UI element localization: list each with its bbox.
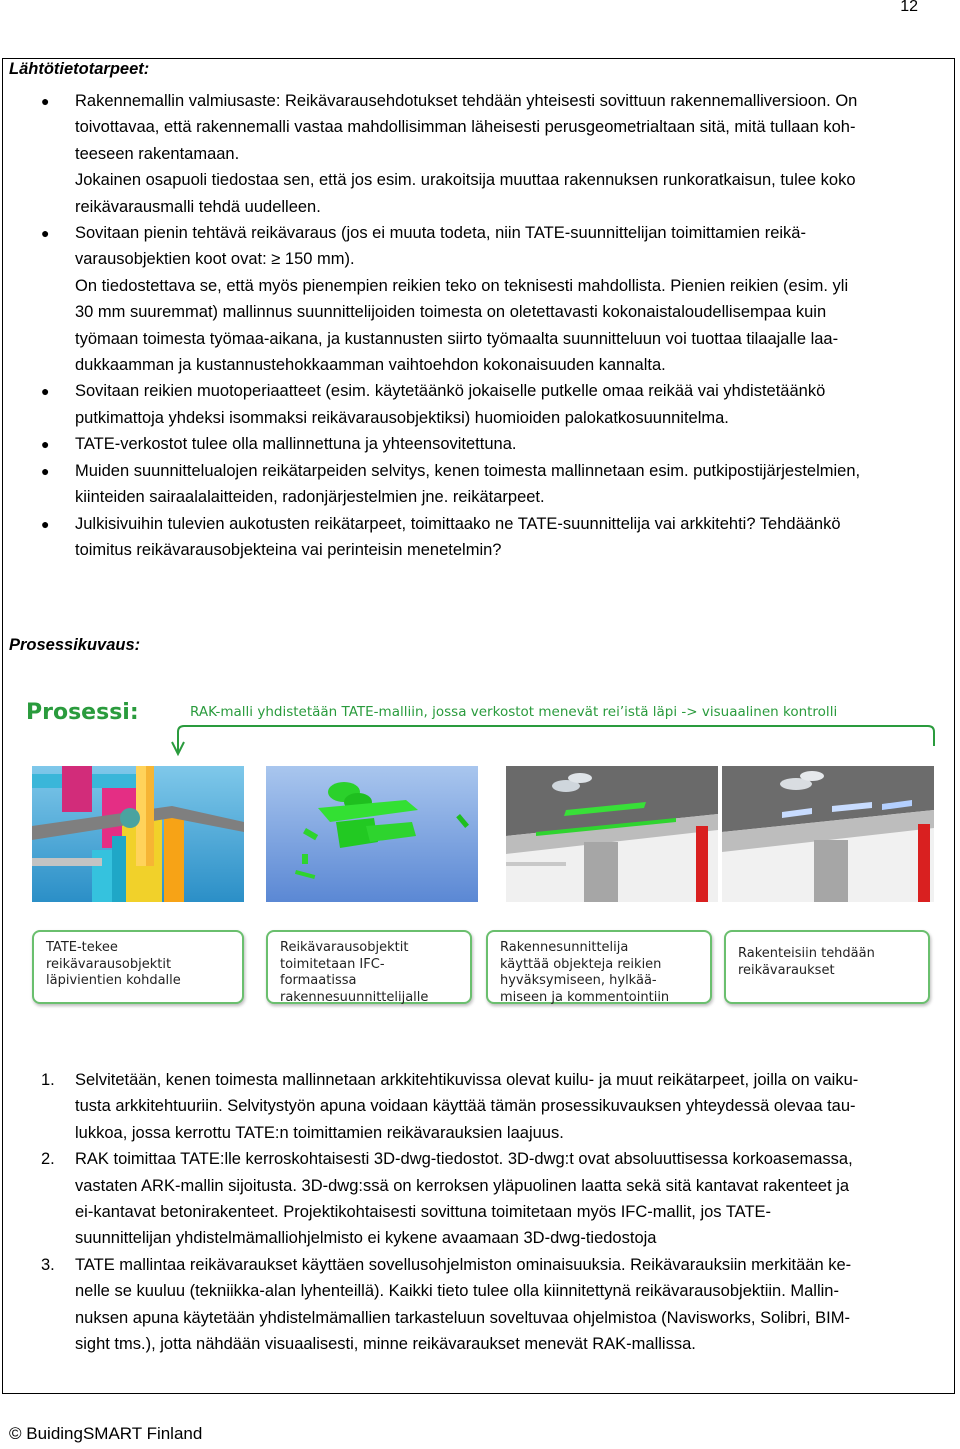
bullet: ● (41, 225, 50, 242)
bullet: ● (41, 383, 50, 400)
tate-model-image (32, 766, 244, 902)
list-line: reikävarausmalli tehdä uudelleen. (75, 197, 321, 216)
requirements-list (41, 88, 945, 563)
step-1-box (32, 930, 244, 1004)
reservation-objects-image (266, 766, 478, 902)
process-heading: Prosessikuvaus: (9, 636, 141, 654)
list-line: ● Muiden suunnittelualojen reikätarpeiden selvitys, kenen toimesta mallinnetaan esim. putkipostijärjestelmien, (75, 458, 945, 484)
list-line: 30 mm suuremmat) mallinnus suunnittelijoiden toimesta on oletettavasti kokonaistaloudellisempaa kuin (75, 303, 827, 322)
list-line: vastaten ARK-mallin sijoitusta. 3D-dwg:ssä on kerroksen yläpuolinen laatta sekä sitä kantavat rakenteet ja (75, 1176, 850, 1195)
numbered-list (41, 1067, 945, 1357)
step-text: Reikävarausobjektit (280, 940, 409, 955)
list-line: nuksen apuna käytetään yhdistelmämallien tarkasteluun soveltuvaa ohjelmistoa (Navisworks, Solibri, BIM- (75, 1308, 850, 1327)
item-number: 1. (41, 1071, 55, 1089)
list-line: varausobjektien koot ovat: ≥ 150 mm). (75, 250, 355, 269)
list-line: toivottavaa, että rakennemalli vastaa mahdollisimman läheisesti perusgeometrialtaan sitä, mitä tullaan koh- (75, 118, 856, 137)
process-title: Prosessi: (26, 700, 139, 725)
bullet: ● (41, 436, 50, 453)
list-line: suunnittelijan yhdistelmämalliohjelmisto ei kykene avaamaan 3D-dwg-tiedostoja (75, 1229, 657, 1248)
step-text: formaatissa (280, 973, 357, 988)
step-text: läpivientien kohdalle (46, 973, 181, 988)
list-line: ● Julkisivuihin tulevien aukotusten reikätarpeet, toimittaako ne TATE-suunnittelija vai arkkitehti? Tehdäänkö (75, 511, 945, 537)
list-line: putkimattoja yhdeksi isommaksi reikävarausobjektiksi) huomioiden palokatkosuunnitelma. (75, 408, 729, 427)
page-number: 12 (900, 0, 918, 15)
list-line: Jokainen osapuoli tiedostaa sen, että jos esim. urakoitsija muuttaa rakennuksen runkoratkaisun, tulee koko (75, 171, 856, 190)
finished-holes-image (722, 766, 934, 902)
step-text: Rakenteisiin tehdään (738, 946, 875, 961)
list-line: ei-kantavat betonirakenteet. Projektikohtaisesti sovittuna toimitetaan myös IFC-mallit, jos TATE- (75, 1203, 772, 1222)
step-text: toimitetaan IFC- (280, 956, 385, 972)
list-line: teeseen rakentamaan. (75, 144, 240, 163)
list-line: 1. Selvitetään, kenen toimesta mallinnetaan arkkitehtikuvissa olevat kuilu- ja muut reikätarpeet, joilla on vaiku- (75, 1067, 945, 1093)
list-line: tusta arkkitehtuuriin. Selvitystyön apuna voidaan käyttää tämän prosessikuvauksen yhteydessä olevaa tau- (75, 1097, 856, 1116)
list-line: ● TATE-verkostot tulee olla mallinnettuna ja yhteensovitettuna. (75, 431, 945, 457)
list-line: ● Sovitaan reikien muotoperiaatteet (esim. käytetäänkö jokaiselle putkelle omaa reikää vai yhdistetäänkö (75, 378, 945, 404)
footer-copyright: © BuidingSMART Finland (9, 1424, 203, 1443)
step-text: hyväksymiseen, hylkää- (500, 973, 657, 988)
step-text: reikävarausobjektit (46, 956, 172, 972)
process-caption: RAK-malli yhdistetään TATE-malliin, jossa verkostot menevät rei’istä läpi -> visuaalinen kontrolli (190, 704, 838, 720)
step-text: Rakennesunnittelija (500, 940, 629, 955)
step-3-box (486, 930, 712, 1004)
list-line: kiinteiden sairaalalaitteiden, radonjärjestelmien jne. reikätarpeet. (75, 488, 545, 507)
step-text: rakennesuunnittelijalle (280, 989, 429, 1005)
step-4-box (724, 930, 930, 1004)
step-2-box (266, 930, 472, 1004)
bullet: ● (41, 93, 50, 109)
item-number: 2. (41, 1150, 55, 1169)
list-line: sight tms.), jotta nähdään visuaalisesti, minne reikävaraukset menevät RAK-mallissa. (75, 1335, 696, 1354)
bullet: ● (41, 515, 50, 532)
list-line: nelle se kuuluu (tekniikka-alan lyhenteillä). Kaikki tieto tulee olla kiinnitettynä reikävarausobjektiin. Mallin- (75, 1282, 839, 1301)
list-line: ● Sovitaan pienin tehtävä reikävaraus (jos ei muuta todeta, niin TATE-suunnittelijan toimittamien reikä- (75, 220, 945, 246)
step-text: miseen ja kommentointiin (500, 989, 670, 1005)
step-text: TATE-tekee (46, 940, 118, 955)
list-line: dukkaamman ja kustannustehokkaamman vaihtoehdon kokonaisuuden kannalta. (75, 356, 666, 375)
step-text: reikävaraukset (738, 962, 835, 978)
list-line: toimitus reikävarausobjekteina vai perinteisin menetelmin? (75, 540, 502, 559)
list-line: On tiedostettava se, että myös pienempien reikien teko on teknisesti mahdollista. Pienien reikien (esim. yli (75, 276, 849, 295)
list-line: 3. TATE mallintaa reikävaraukset käyttäen sovellusohjelmiston ominaisuuksia. Reikävarauksiin merkitään ke- (75, 1252, 945, 1278)
bracket-arrow-icon (170, 722, 940, 762)
list-line: työmaan toimesta työmaa-aikana, ja kustannusten siirto työmaalta suunnitteluun voi tuottaa tilaajalle laa- (75, 329, 839, 348)
list-line: ● Rakennemallin valmiusaste: Reikävarausehdotukset tehdään yhteisesti sovittuun rakennemalliversioon. On (75, 88, 945, 114)
structural-review-image (506, 766, 718, 902)
list-line: 2. RAK toimittaa TATE:lle kerroskohtaisesti 3D-dwg-tiedostot. 3D-dwg:t ovat absoluuttisessa korkoasemassa, (75, 1146, 945, 1172)
list-line: lukkoa, jossa kerrottu TATE:n toimittamien reikävarauksien laajuus. (75, 1123, 564, 1142)
step-text: käyttää objekteja reikien (500, 956, 662, 972)
bullet: ● (41, 462, 50, 479)
item-number: 3. (41, 1255, 55, 1274)
process-diagram (20, 690, 950, 1020)
requirements-heading: Lähtötietotarpeet: (9, 60, 150, 78)
